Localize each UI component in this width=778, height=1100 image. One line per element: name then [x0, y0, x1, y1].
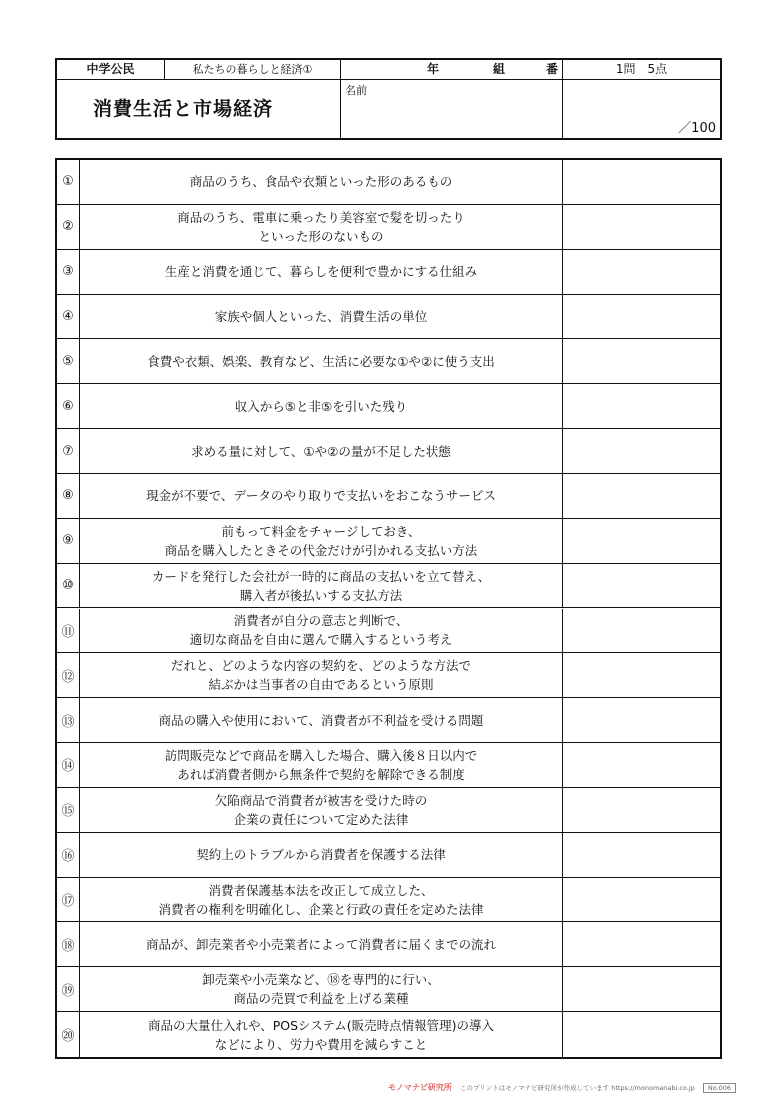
question-row: [57, 609, 720, 654]
question-text: [80, 743, 563, 787]
answer-cell[interactable]: [563, 429, 720, 473]
question-line: だれと、どのような内容の契約を、どのような方法で: [170, 658, 471, 674]
question-text: [80, 922, 563, 966]
question-text: [80, 429, 563, 473]
question-text: [80, 564, 563, 608]
question-row: [57, 205, 720, 250]
answer-cell[interactable]: [563, 653, 720, 697]
question-line: 購入者が後払いする支払方法: [239, 587, 403, 603]
question-line: 商品を購入したときその代金だけが引かれる支払い方法: [164, 542, 478, 558]
question-text: [80, 1012, 563, 1057]
unit-label: 私たちの暮らしと経済①: [165, 60, 341, 80]
question-row: [57, 922, 720, 967]
answer-cell[interactable]: [563, 160, 720, 204]
question-number: ①: [57, 160, 80, 204]
question-number: ⑨: [57, 519, 80, 563]
answer-cell[interactable]: [563, 1012, 720, 1057]
score-total: ／100: [678, 121, 716, 136]
header-table: [55, 58, 722, 140]
question-line: 卸売業や小売業など、⑱を専門的に行い、: [202, 972, 440, 988]
question-number: ④: [57, 295, 80, 339]
answer-cell[interactable]: [563, 295, 720, 339]
question-line: 商品が、卸売業者や小売業者によって消費者に届くまでの流れ: [145, 936, 496, 952]
question-line: 商品のうち、電車に乗ったり美容室で髪を切ったり: [177, 209, 465, 225]
answer-cell[interactable]: [563, 474, 720, 518]
question-text: [80, 474, 563, 518]
question-number: ⑯: [57, 833, 80, 877]
class-fields[interactable]: [341, 60, 563, 80]
question-number: ⑭: [57, 743, 80, 787]
question-line: 食費や衣類、娯楽、教育など、生活に必要な①や②に使う支出: [147, 353, 495, 369]
question-line: 訪問販売などで商品を購入した場合、購入後８日以内で: [164, 747, 478, 763]
answer-cell[interactable]: [563, 384, 720, 428]
question-row: [57, 878, 720, 923]
answer-cell[interactable]: [563, 788, 720, 832]
answer-cell[interactable]: [563, 339, 720, 383]
year-label: 年: [427, 62, 440, 76]
question-line: あれば消費者側から無条件で契約を解除できる制度: [177, 766, 465, 782]
question-line: 欠陥商品で消費者が被害を受けた時の: [214, 792, 428, 808]
question-row: [57, 743, 720, 788]
question-row: [57, 833, 720, 878]
question-number: ②: [57, 205, 80, 249]
answer-cell[interactable]: [563, 609, 720, 653]
question-line: 家族や個人といった、消費生活の単位: [214, 308, 428, 324]
question-row: [57, 564, 720, 609]
question-number: ⑬: [57, 698, 80, 742]
question-row: [57, 429, 720, 474]
footer-badge: No.006: [703, 1083, 736, 1093]
question-line: カードを発行した会社が一時的に商品の支払いを立て替え、: [151, 568, 491, 584]
question-line: 適切な商品を自由に選んで購入するという考え: [189, 632, 453, 648]
answer-cell[interactable]: [563, 967, 720, 1011]
question-row: [57, 788, 720, 833]
page-title: 消費生活と市場経済: [57, 80, 341, 138]
question-row: [57, 384, 720, 429]
question-text: [80, 609, 563, 653]
question-row: [57, 653, 720, 698]
question-text: [80, 788, 563, 832]
question-row: [57, 160, 720, 205]
question-row: [57, 250, 720, 295]
question-line: 商品のうち、食品や衣類といった形のあるもの: [189, 174, 453, 190]
question-row: [57, 474, 720, 519]
question-line: 消費者の権利を明確化し、企業と行政の責任を定めた法律: [158, 901, 484, 917]
question-row: [57, 967, 720, 1012]
answer-cell[interactable]: [563, 743, 720, 787]
score-box[interactable]: [563, 80, 720, 138]
subject-label: 中学公民: [57, 60, 165, 80]
question-line: 収入から⑤と非⑤を引いた残り: [234, 398, 408, 414]
question-line: 消費者保護基本法を改正して成立した、: [208, 882, 434, 898]
footer: [388, 1082, 768, 1096]
question-line: 結ぶかは当事者の自由であるという原則: [208, 677, 434, 693]
question-line: などにより、労力や費用を減らすこと: [214, 1036, 428, 1052]
question-line: 生産と消費を通じて、暮らしを便利で豊かにする仕組み: [164, 264, 478, 280]
question-number: ⑲: [57, 967, 80, 1011]
question-number: ③: [57, 250, 80, 294]
question-line: 前もって料金をチャージしておき、: [221, 523, 421, 539]
question-number: ⑩: [57, 564, 80, 608]
class-label: 組: [493, 62, 506, 76]
question-row: [57, 295, 720, 340]
question-number: ⑳: [57, 1012, 80, 1057]
question-text: [80, 160, 563, 204]
name-label: 名前: [345, 84, 367, 97]
answer-cell[interactable]: [563, 878, 720, 922]
question-number: ⑮: [57, 788, 80, 832]
question-line: 商品の売買で利益を上げる業種: [233, 991, 409, 1007]
answer-cell[interactable]: [563, 250, 720, 294]
question-number: ⑰: [57, 878, 80, 922]
question-text: [80, 519, 563, 563]
question-number: ⑪: [57, 609, 80, 653]
number-label: 番: [546, 62, 559, 76]
question-line: 商品の大量仕入れや、POSシステム(販売時点情報管理)の導入: [147, 1017, 495, 1033]
question-number: ⑱: [57, 922, 80, 966]
footer-text: このプリントはモノマナビ研究所が作成しています https://monomanabi.co.jp: [460, 1084, 695, 1092]
question-text: [80, 878, 563, 922]
question-text: [80, 295, 563, 339]
answer-cell[interactable]: [563, 833, 720, 877]
answer-cell[interactable]: [563, 205, 720, 249]
question-row: [57, 698, 720, 743]
question-number: ⑦: [57, 429, 80, 473]
question-line: 契約上のトラブルから消費者を保護する法律: [196, 847, 446, 863]
question-line: 消費者が自分の意志と判断で、: [233, 613, 409, 629]
answer-cell[interactable]: [563, 922, 720, 966]
answer-cell[interactable]: [563, 519, 720, 563]
question-line: 企業の責任について定めた法律: [233, 811, 409, 827]
question-text: [80, 653, 563, 697]
question-line: 求める量に対して、①や②の量が不足した状態: [191, 443, 451, 459]
question-line: 商品の購入や使用において、消費者が不利益を受ける問題: [158, 712, 484, 728]
question-number: ⑧: [57, 474, 80, 518]
question-row: [57, 339, 720, 384]
question-text: [80, 384, 563, 428]
question-line: といった形のないもの: [258, 228, 384, 244]
question-table: [55, 158, 722, 1059]
question-row: [57, 1012, 720, 1057]
question-text: [80, 698, 563, 742]
brand-logo: モノマナビ研究所: [388, 1083, 452, 1092]
question-number: ⑫: [57, 653, 80, 697]
question-text: [80, 205, 563, 249]
answer-cell[interactable]: [563, 698, 720, 742]
question-row: [57, 519, 720, 564]
points-rule: 1問 5点: [563, 60, 720, 80]
question-number: ⑤: [57, 339, 80, 383]
question-line: 現金が不要で、データのやり取りで支払いをおこなうサービス: [146, 488, 496, 504]
question-text: [80, 967, 563, 1011]
answer-cell[interactable]: [563, 564, 720, 608]
question-number: ⑥: [57, 384, 80, 428]
name-field[interactable]: [341, 80, 563, 138]
question-text: [80, 250, 563, 294]
question-text: [80, 339, 563, 383]
question-text: [80, 833, 563, 877]
